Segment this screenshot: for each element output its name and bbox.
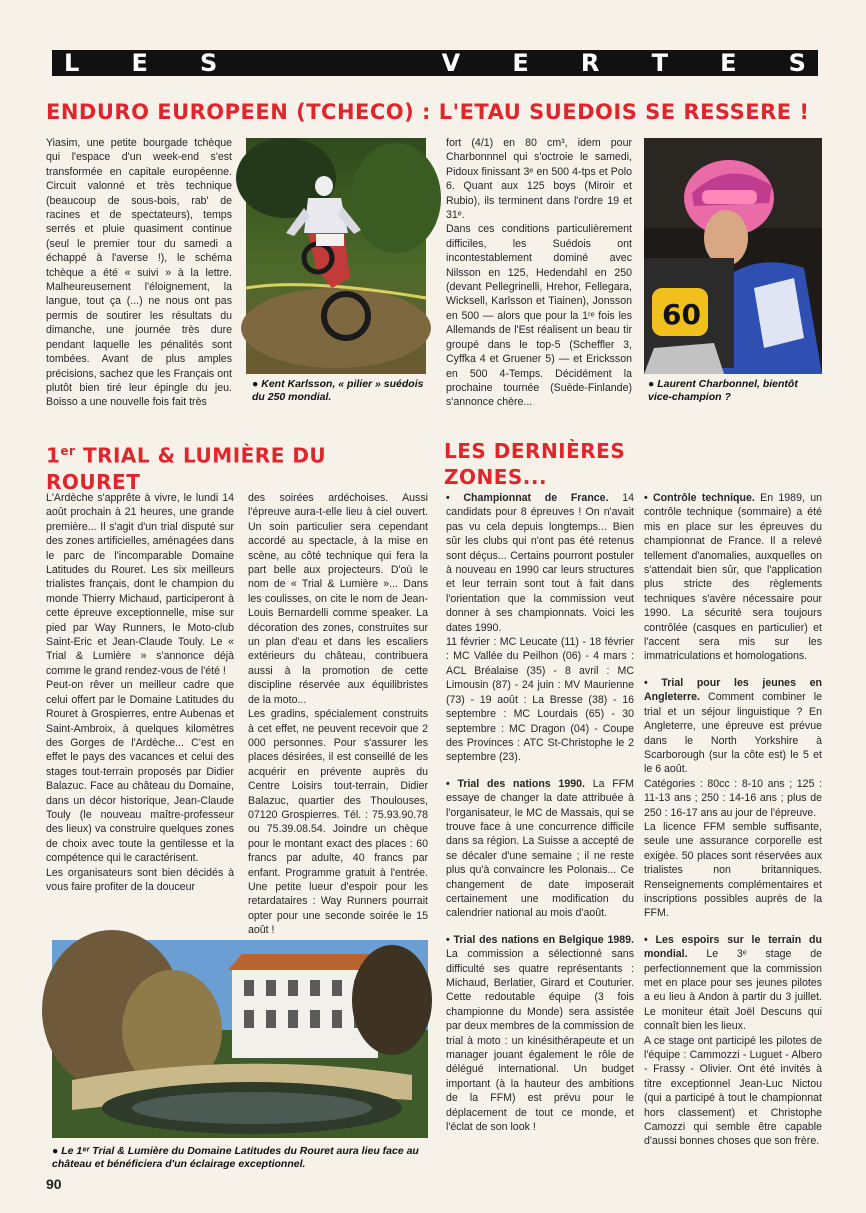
- section-head: • Championnat de France.: [446, 492, 609, 504]
- enduro-text-col1: Yiasim, une petite bourgade tchèque qui l'espace d'un week-end s'est transformée en capitale européenne. Circuit valonné et très technique (beaucoup de sous-bois, rab' de racines et de spectateurs), temps serrés et pluie quasiment continue (seul le premier tour du samedi a échappé à l'averse !), le schéma tchèque a été « suivi » à la lettre. Malheureusement l'éloignement, la langue, tout ça (...) ne nous ont pas permis de soutirer les résultats du dimanche, une journée très dure pendant laquelle les pénalités sont tombées. Avant de plus amples précisions, sachez que les Français ont plutôt bien tiré leur épingle du jeu. Boisso a une nouvelle fois fait très: [46, 137, 232, 409]
- band-letter: T: [651, 49, 668, 77]
- article-trial-lumiere-title: [46, 438, 376, 495]
- zones-section: [446, 491, 634, 765]
- section-body: La FFM essaye de changer la date attribuée à l'organisateur, le MC de Massais, qui se trouve face à une concurrence difficile dans sa région. La Suisse a accepté de se décaler d'une semaine ; il ne reste plus qu'à convaincre les Polonais... Ce changement de date imposerait certainement une modification du calendrier national au mois d'août.: [446, 777, 635, 920]
- zones-text-col1: [446, 491, 634, 1181]
- band-letter: E: [131, 49, 148, 77]
- section-body: 14 candidats pour 8 épreuves ! On n'avait pas vu cela depuis longtemps... Bien sûr les clubs qui n'ont pas été retenus sont déçus... Certains pourront postuler à nouveau en 1990 car leurs structures et leur terrain sont tout à fait dans l'orientation que la commission veut donner à ses championnats. Voici les dates 1990. 11 février : MC Leucate (11) - 18 février : MC Vallée du Peilhon (06) - 4 mars : ACL Bréalaise (35) - 8 avril : MC Limousin (87) - 24 juin : MV Maurienne (73) - 19 août : La Bresse (38) - 16 septembre : MC Lourdais (65) - 30 septembre : MC Dragon (04) - Coupe des Provinces : ATC St-Christophe le 2 septembre (23).: [446, 492, 634, 764]
- chateau-image: [52, 940, 428, 1138]
- section-head: • Trial pour les jeunes en Angleterre.: [644, 676, 822, 704]
- caption-laurent-charbonnel: ● Laurent Charbonnel, bientôt vice-champion ?: [648, 378, 798, 403]
- section-head: • Contrôle technique.: [644, 492, 755, 504]
- zones-section: [644, 676, 822, 921]
- section-head: • Trial des nations en Belgique 1989.: [446, 933, 634, 946]
- photo-chateau-rouret: [52, 940, 428, 1138]
- caption-chateau: ● Le 1ᵉʳ Trial & Lumière du Domaine Latitudes du Rouret aura lieu face au château et bénéficiera d'un éclairage exceptionnel.: [52, 1145, 419, 1170]
- photo-kent-karlsson: [246, 138, 426, 374]
- article-dernieres-zones-title: LES DERNIÈRES ZONES...: [444, 439, 626, 489]
- section-body: Le 3ᵉ stage de perfectionnement que la commission met en place pour ses jeunes pilotes a eu lieu à Andon à partir du 3 juillet. Le moniteur était Joël Descuns qui connaît bien les lieux. A ce stage ont participé les pilotes de l'équipe : Cammozzi - Luguet - Albero - Frassy - Olivier. Ont été invités à titre exceptionnel Jean-Luc Nictou (qui a participé à tout le championnat hors classement) et Christophe Camozzi qui semble être capable d'aussi bonnes choses que son frère.: [644, 948, 822, 1148]
- section-head: • Les espoirs sur le terrain du mondial.: [644, 933, 822, 961]
- band-letter: L: [64, 49, 80, 77]
- enduro-rider-image: [246, 138, 426, 374]
- zones-text-col2: [644, 491, 822, 1181]
- zones-section: [644, 933, 822, 1149]
- section-body: En 1989, un contrôle technique (sommaire) a été mis en place sur les épreuves du championnat de France. Il a relevé tellement d'anomalies, auxquelles on s'attendait bien sûr, que l'application plus stricte des règlements techniques s'avère nécessaire pour 1990. La sécurité sera toujours contrôlée (casques en particulier) et l'accent sera mis sur les immatriculations et homologations.: [644, 492, 822, 663]
- bike-number-plate: 60: [662, 298, 701, 331]
- trial-text-col1: L'Ardèche s'apprête à vivre, le lundi 14 août prochain à 21 heures, une grande première... Il s'agit d'un trial disputé sur des zones artificielles, aménagées dans le parc de l'incomparable Domaine Latitudes du Rouret. Les six meilleurs trialistes français, dont le champion du monde Thierry Michaud, participeront à cette épreuve exceptionnelle, mise sur pied par Way Runners, le Moto-club Saint-Eric et Jean-Claude Touly. Le « Trial & Lumière » s'annonce déjà comme le grand rendez-vous de l'été ! Peut-on rêver un meilleur cadre que celui offert par le Domaine Latitudes du Rouret à Grospierres, entre Aubenas et Saint-Ambroix, à quelques kilomètres des Gorges de l'Ardèche... C'est en effet le pays des vacances et celui des stages tout-terrain proposés par Didier Balazuc. Face au château du Domaine, dans un décor historique, Jean-Claude Touly (le nouveau maître-professeur des lieux) va construire quelques zones de choix avec toute la gentilesse et la compétence qui le caractérisent. Les organisateurs sont bien décidés à vous faire profiter de la douceur: [46, 492, 234, 893]
- zones-section: [446, 777, 634, 921]
- page-number: 90: [46, 1176, 62, 1192]
- article-enduro-title: ENDURO EUROPEEN (TCHECO) : L'ETAU SUEDOIS SE RESSERE !: [46, 100, 810, 124]
- section-body: Comment combiner le trial et un séjour linguistique ? En Angleterre, une épreuve est prévue dans le North Yorkshire à Scarborough (sur la côte est) le 5 et le 6 août. Catégories : 80cc : 8-10 ans ; 125 : 11-13 ans ; 250 : 14-16 ans ; plus de 250 : 16-17 ans au jour de l'épreuve. La licence FFM semble suffisante, seule une assurance corporelle est exigée. 50 places sont réservées aux trialistes non britanniques. Renseignements complémentaires et inscriptions possibles auprès de la FFM.: [644, 691, 822, 920]
- enduro-text-col2: fort (4/1) en 80 cm³, idem pour Charbonnnel qui s'octroie le samedi, Pidoux finissant 3ᵉ en 500 4-tps et Polo 6. Quant aux 125 boys (Miroir et Rubio), ils terminent dans l'ordre 19 et 31ᵉ. Dans ces conditions particulièrement difficiles, les Suédois ont incontestablement dominé avec Nilsson en 125, Hedendahl en 250 (devant Pellegrinelli, Hrehor, Fellegara, Wicksell, Karlsson et Tiainen), Jonsson en 500 — alors que pour la 1ʳᵉ fois les Allemands de l'Est réalisent un beau tir groupé dans le top-5 (Scheffler 3, Cyffka 4 et Gruener 5) — et Ericksson en 500 4-Temps. Décidément la prochaine tournée (Suède-Finlande) s'annonce chère...: [446, 137, 632, 409]
- charbonnel-portrait-image: [644, 138, 822, 374]
- title-superscript: er: [60, 444, 76, 458]
- photo-laurent-charbonnel: [644, 138, 822, 374]
- caption-kent-karlsson: ● Kent Karlsson, « pilier » suédois du 250 mondial.: [252, 378, 424, 403]
- section-head: • Trial des nations 1990.: [446, 777, 585, 790]
- section-band: [52, 50, 818, 76]
- zones-section: [644, 491, 822, 664]
- trial-text-col2: des soirées ardéchoises. Aussi l'épreuve aura-t-elle lieu à ciel ouvert. Un soin particulier sera cependant accordé au spectacle, à la mise en scène, au côté technique qui fera la part belle aux projecteurs. D'où le nom de « Trial & Lumière »... Dans les coulisses, on cite le nom de Jean-Louis Bernardelli comme speaker. La décoration des zones, construites sur un plan d'eau et dans les escaliers extérieurs du château, contribuera aussi à la promotion de cette discipline réservée aux équilibristes de la moto... Les gradins, spécialement construits à cet effet, ne peuvent recevoir que 2 000 personnes. Pour s'assurer les places désirées, il est conseillé de les acquérir en prévente auprès du Centre Loisirs tout-terrain, Didier Balazuc, quartier des Thoulouses, 07120 Grospierres. Tél. : 75.93.90.78 ou 75.39.08.54. Joindre un chèque pour le montant exact des places : 60 francs par adulte, 40 francs par enfant. Programme gratuit à l'entrée. Une petite lueur d'espoir pour les retardataires : Way Runners pourrait opter pour une seconde soirée le 15 août !: [248, 492, 428, 937]
- section-body: La commission a sélectionné sans difficulté ses quatre représentants : Michaud, Berlatier, Girard et Couturier. Cette redoutable équipe (3 fois championne du Monde) sera assistée par deux membres de la commission de trial à moto : un kinésithérapeute et un manager jouant également le rôle de délégué international. Un budget important (à la hauteur des ambitions de la FFM) est prévu pour le déplacement de tout ce monde, et l'éclat de son look !: [446, 948, 634, 1134]
- zones-section: [446, 933, 634, 1135]
- band-letter: E: [720, 49, 737, 77]
- title-number: 1: [46, 443, 61, 468]
- band-letter: S: [200, 49, 218, 77]
- title-text: TRIAL & LUMIÈRE DU ROURET: [46, 443, 327, 494]
- band-letter: E: [512, 49, 529, 77]
- band-letter: V: [441, 49, 461, 77]
- band-letter: R: [580, 49, 600, 77]
- band-letter: S: [788, 49, 806, 77]
